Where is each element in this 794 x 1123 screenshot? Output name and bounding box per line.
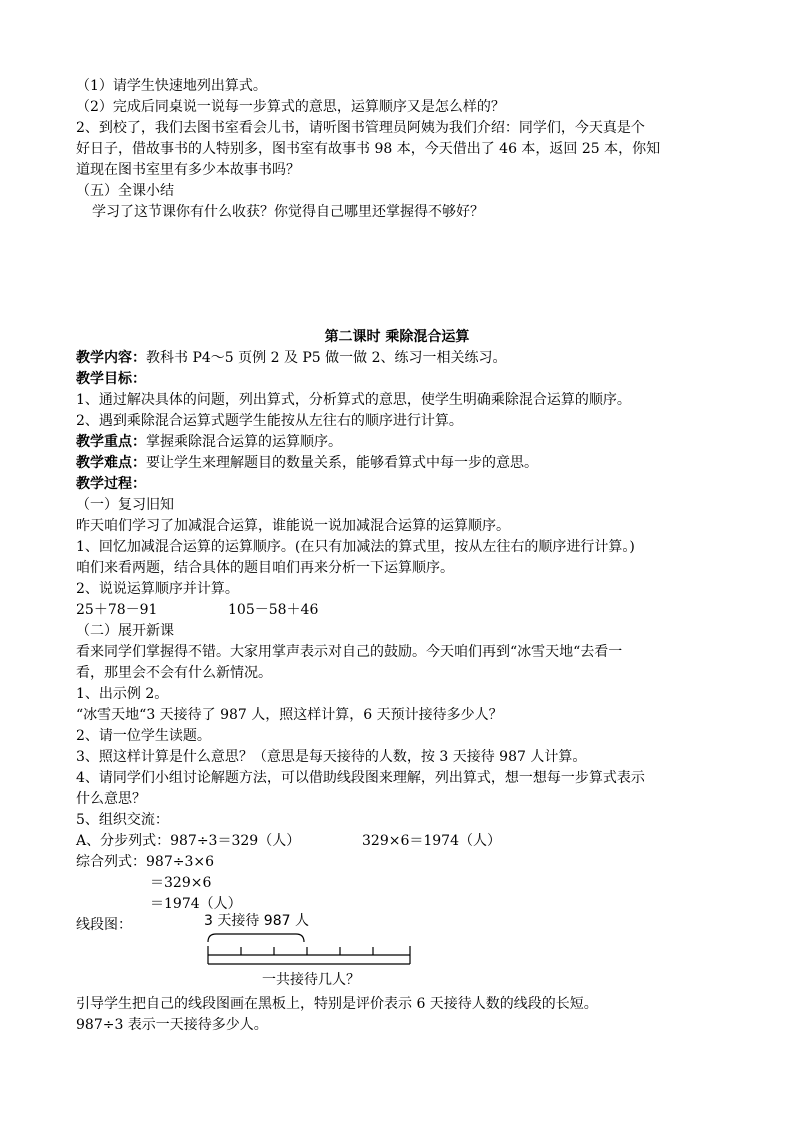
figure-label: 线段图： [76, 917, 132, 933]
teaching-key-label: 教学重点： [76, 434, 146, 450]
text-line: 5、组织交流： [76, 812, 169, 828]
text-line: “冰雪天地“3 天接待了 987 人，照这样计算，6 天预计接待多少人？ [76, 707, 503, 723]
equation: 329×6＝1974（人） [362, 833, 501, 849]
section-heading: （五）全课小结 [76, 183, 174, 199]
text-line: （1）请学生快速地列出算式。 [76, 78, 267, 94]
section-heading: （一）复习旧知 [76, 497, 174, 513]
teaching-goals-label: 教学目标： [76, 371, 146, 387]
segment-bottom-label: 一共接待几人？ [262, 972, 360, 988]
teaching-key-text: 掌握乘除混合运算的运算顺序。 [146, 434, 342, 450]
text-line: 昨天咱们学习了加减混合运算，谁能说一说加减混合运算的运算顺序。 [76, 518, 510, 534]
teaching-content-text: 教科书 P4～5 页例 2 及 P5 做一做 2、练习一相关练习。 [146, 350, 507, 366]
equation: ＝1974（人） [150, 896, 242, 912]
text-line: （2）完成后同桌说一说每一步算式的意思，运算顺序又是怎么样的？ [76, 99, 505, 115]
text-line: 3、照这样计算是什么意思？（意思是每天接待的人数，按 3 天接待 987 人计算。 [76, 749, 587, 765]
text-line: 2、说说运算顺序并计算。 [76, 581, 239, 597]
text-line: 道现在图书室里有多少本故事书吗？ [76, 162, 300, 178]
text-line: 1、出示例 2。 [76, 686, 169, 702]
equation: 综合列式：987÷3×6 [76, 854, 214, 870]
text-line: 引导学生把自己的线段图画在黑板上，特别是评价表示 6 天接待人数的线段的长短。 [76, 996, 598, 1012]
equation: A、分步列式：987÷3＝329（人） [76, 833, 301, 849]
segment-top-label: 3 天接待 987 人 [204, 913, 309, 929]
teaching-difficulty-text: 要让学生来理解题目的数量关系，能够看算式中每一步的意思。 [146, 455, 538, 471]
text-line: 2、请一位学生读题。 [76, 728, 211, 744]
text-line: 1、回忆加减混合运算的运算顺序。(在只有加减法的算式里，按从左往右的顺序进行计算。) [76, 539, 635, 555]
teaching-process-label: 教学过程： [76, 476, 146, 492]
expression: 105－58＋46 [228, 602, 319, 618]
equation: ＝329×6 [150, 875, 212, 891]
text-line: 咱们来看两题，结合具体的题目咱们再来分析一下运算顺序。 [76, 560, 454, 576]
brace [208, 934, 304, 942]
text-line: 什么意思？ [76, 791, 146, 807]
expression: 25＋78－91 [76, 602, 158, 618]
text-line: 学习了这节课你有什么收获？你觉得自己哪里还掌握得不够好？ [92, 204, 484, 220]
text-line: 4、请同学们小组讨论解题方法，可以借助线段图来理解，列出算式，想一想每一步算式表示 [76, 770, 645, 786]
text-line: 2、到校了，我们去图书室看会儿书，请听图书管理员阿姨为我们介绍：同学们，今天真是个 [76, 120, 645, 136]
section-heading: （二）展开新课 [76, 623, 174, 639]
text-line: 看来同学们掌握得不错。大家用掌声表示对自己的鼓励。今天咱们再到“冰雪天地“去看一 [76, 644, 623, 660]
goal-item: 2、遇到乘除混合运算式题学生能按从左往右的顺序进行计算。 [76, 413, 463, 429]
text-line: 看，那里会不会有什么新情况。 [76, 665, 272, 681]
goal-item: 1、通过解决具体的问题，列出算式，分析算式的意思，使学生明确乘除混合运算的顺序。 [76, 392, 631, 408]
teaching-difficulty-label: 教学难点： [76, 455, 146, 471]
text-line: 好日子，借故事书的人特别多，图书室有故事书 98 本，今天借出了 46 本，返回 25 本，你知 [76, 141, 661, 157]
teaching-content-label: 教学内容： [76, 350, 146, 366]
lesson-title: 第二课时 乘除混合运算 [324, 329, 470, 345]
text-line: 987÷3 表示一天接待多少人。 [76, 1017, 268, 1033]
